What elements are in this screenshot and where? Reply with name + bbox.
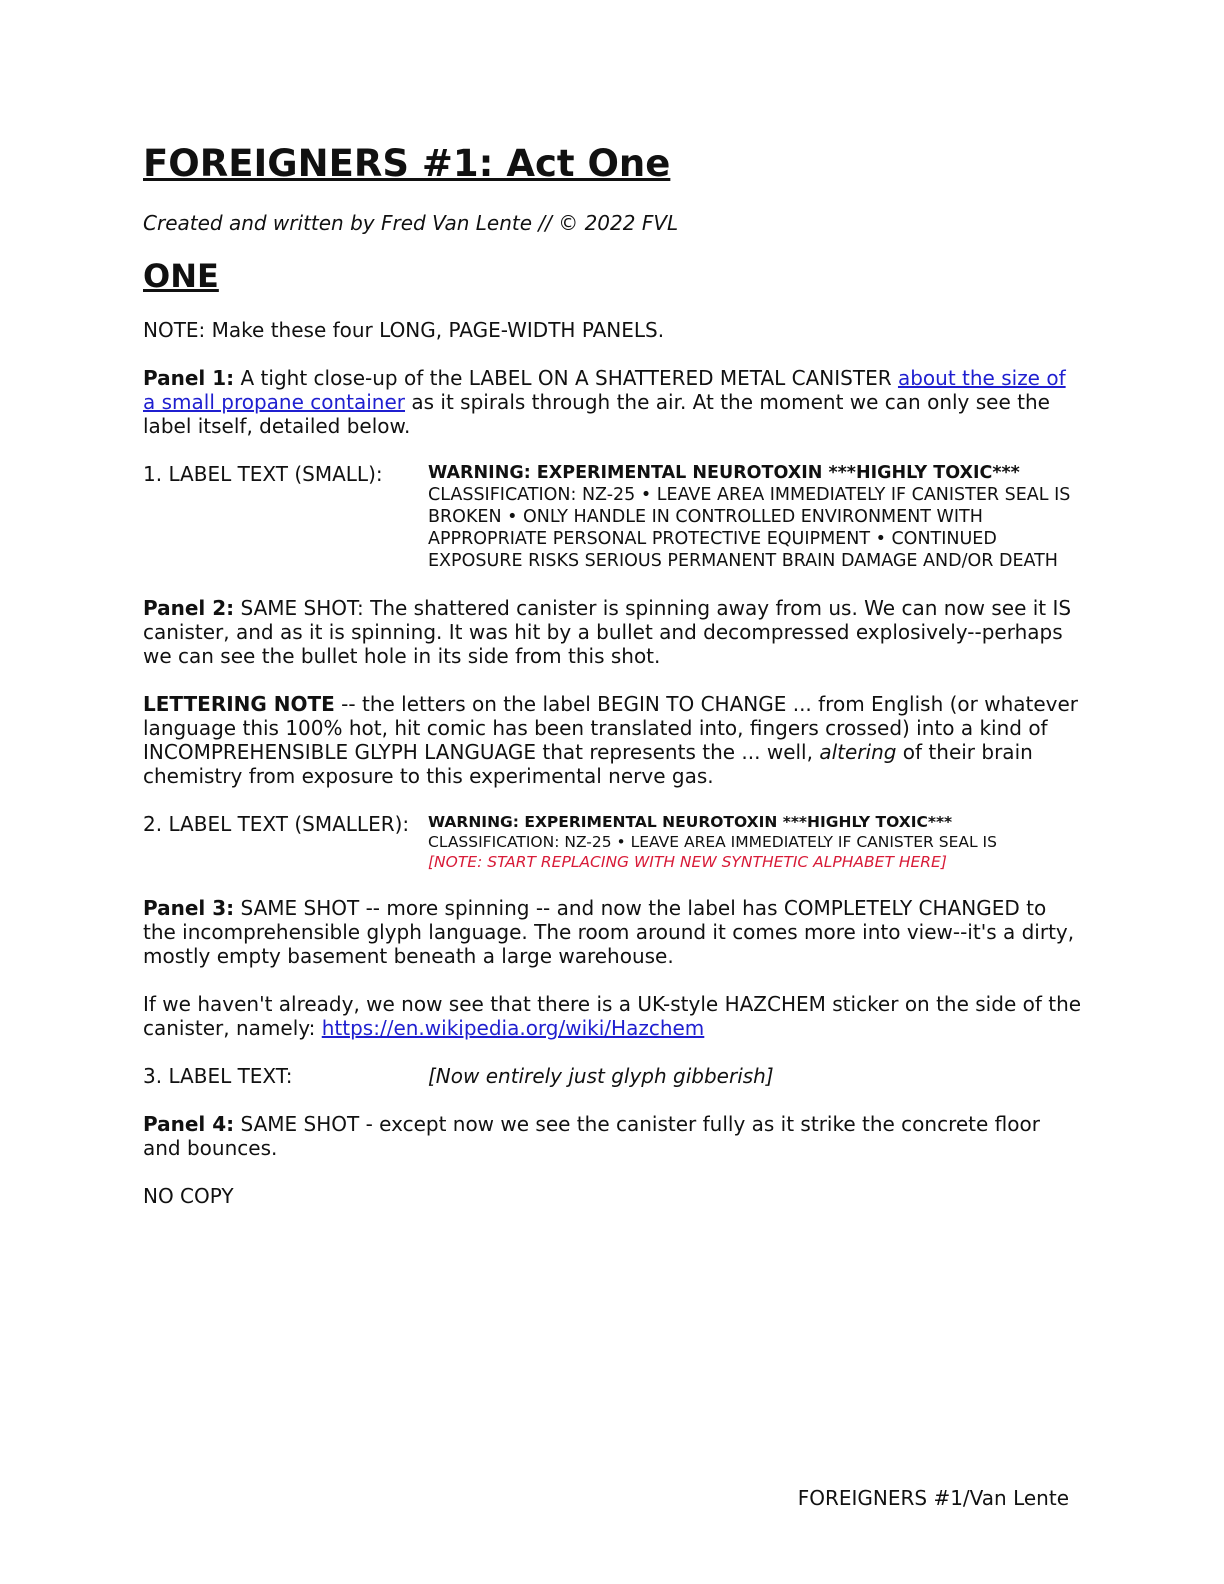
- label-text-2-rest: CLASSIFICATION: NZ-25 • LEAVE AREA IMMEDIATELY IF CANISTER SEAL IS: [428, 833, 997, 851]
- label-text-3: [143, 1064, 1083, 1088]
- label-text-3-content: [Now entirely just glyph gibberish]: [428, 1064, 774, 1088]
- page-heading: ONE: [143, 257, 219, 295]
- propane-container-link[interactable]: about the size of a small propane container: [143, 366, 1066, 414]
- panel-2-label: Panel 2:: [143, 596, 235, 620]
- panel-1-text-a: A tight close-up of the LABEL ON A SHATTERED METAL CANISTER: [234, 366, 898, 390]
- page-footer: FOREIGNERS #1/Van Lente: [797, 1486, 1069, 1510]
- script-page: [143, 140, 1083, 1208]
- panel-4-label: Panel 4:: [143, 1112, 235, 1136]
- panel-2: [143, 596, 1083, 668]
- lettering-note-italic: altering: [819, 740, 897, 764]
- label-text-3-speaker: 3. LABEL TEXT:: [143, 1064, 293, 1088]
- document-title: FOREIGNERS #1: Act One: [143, 142, 671, 185]
- label-text-2: [143, 812, 1083, 872]
- label-text-1-rest: CLASSIFICATION: NZ-25 • LEAVE AREA IMMEDIATELY IF CANISTER SEAL IS BROKEN • ONLY HANDLE IN CONTROLLED ENVIRONMENT WITH APPROPRIATE PERSONAL PROTECTIVE EQUIPMENT • CONTINUED EXPOSURE RISKS SERIOUS PERMANENT BRAIN DAMAGE AND/OR DEATH: [428, 485, 1071, 571]
- lettering-note: [143, 692, 1083, 788]
- label-text-2-warning: WARNING: EXPERIMENTAL NEUROTOXIN ***HIGHLY TOXIC***: [428, 813, 953, 831]
- lettering-note-text-a: -- the letters on the label BEGIN TO CHANGE ... from English (or whatever language this 100% hot, hit comic has been translated into, fingers crossed) into a kind of INCOMPREHENSIBLE GLYPH LANGUAGE that represents the ... well,: [143, 692, 1079, 764]
- lettering-note-text-b: of their brain chemistry from exposure to this experimental nerve gas.: [143, 740, 1033, 788]
- panel-4: [143, 1112, 1083, 1160]
- label-text-1-speaker: 1. LABEL TEXT (SMALL):: [143, 462, 383, 486]
- hazchem-text: If we haven't already, we now see that there is a UK-style HAZCHEM sticker on the side of the canister, namely:: [143, 992, 1082, 1040]
- no-copy-note: NO COPY: [143, 1184, 234, 1208]
- panel-3-label: Panel 3:: [143, 896, 235, 920]
- panel-3: [143, 896, 1083, 968]
- lettering-note-label: LETTERING NOTE: [143, 692, 335, 716]
- label-text-1-warning: WARNING: EXPERIMENTAL NEUROTOXIN ***HIGHLY TOXIC***: [428, 463, 1020, 483]
- page-note: NOTE: Make these four LONG, PAGE-WIDTH PANELS.: [143, 318, 665, 342]
- panel-1: [143, 366, 1083, 438]
- credit-line: Created and written by Fred Van Lente // © 2022 FVL: [143, 211, 679, 235]
- label-text-2-content: [428, 812, 1083, 872]
- label-text-1-content: [428, 462, 1083, 572]
- label-text-2-note: [NOTE: START REPLACING WITH NEW SYNTHETIC ALPHABET HERE]: [428, 853, 947, 871]
- panel-2-text: SAME SHOT: The shattered canister is spinning away from us. We can now see it IS canister, and as it is spinning. It was hit by a bullet and decompressed explosively--perhaps we can see the bullet hole in its side from this shot.: [143, 596, 1072, 668]
- hazchem-link[interactable]: https://en.wikipedia.org/wiki/Hazchem: [321, 1016, 705, 1040]
- panel-3-text: SAME SHOT -- more spinning -- and now the label has COMPLETELY CHANGED to the incomprehensible glyph language. The room around it comes more into view--it's a dirty, mostly empty basement beneath a large warehouse.: [143, 896, 1075, 968]
- label-text-1: [143, 462, 1083, 572]
- label-text-2-speaker: 2. LABEL TEXT (SMALLER):: [143, 812, 410, 836]
- hazchem-note: [143, 992, 1083, 1040]
- panel-1-text-b: as it spirals through the air. At the moment we can only see the label itself, detailed below.: [143, 390, 1050, 438]
- panel-1-label: Panel 1:: [143, 366, 235, 390]
- panel-4-text: SAME SHOT - except now we see the canister fully as it strike the concrete floor and bounces.: [143, 1112, 1040, 1160]
